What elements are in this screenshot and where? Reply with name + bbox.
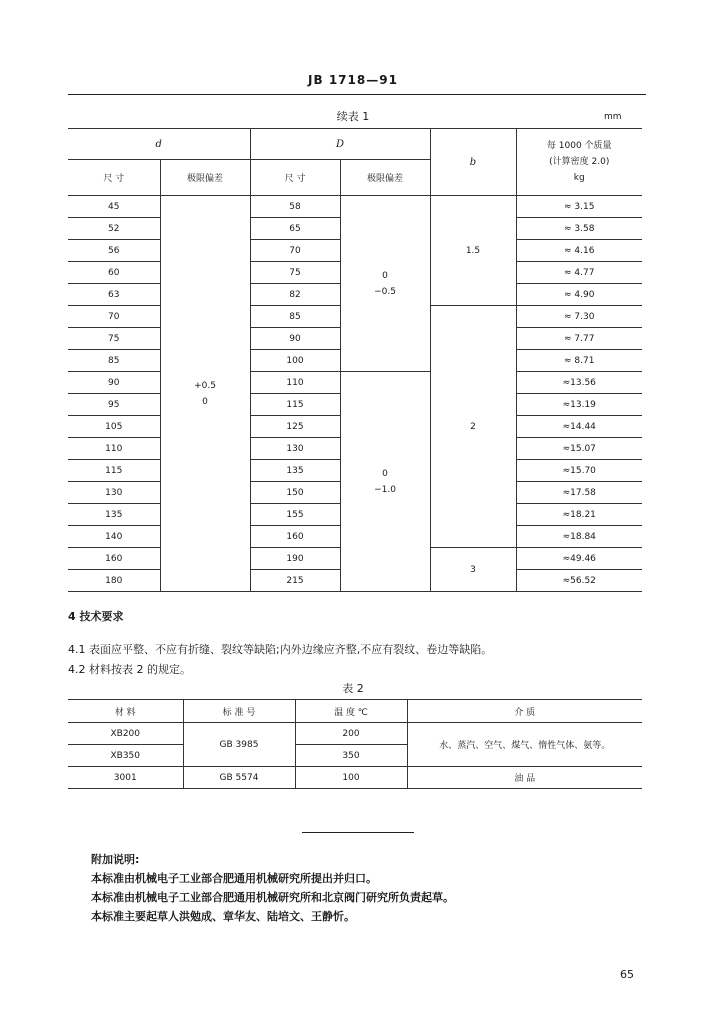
cell-material: XB350: [68, 745, 183, 767]
header-standard: 标 准 号: [183, 700, 295, 723]
cell-d: 45: [68, 196, 160, 218]
dimension-table: [68, 128, 642, 592]
requirement-4-1: 4.1 表面应平整、不应有折缝、裂纹等缺陷;内外边缘应齐整,不应有裂纹、卷边等缺陷。: [68, 643, 493, 656]
note-line: 本标准由机械电子工业部合肥通用机械研究所和北京阀门研究所负责起草。: [91, 891, 454, 904]
cell-D: 85: [250, 306, 340, 328]
cell-D: 160: [250, 526, 340, 548]
note-divider: [302, 832, 414, 833]
cell-D: 130: [250, 438, 340, 460]
header-d-deviation: 极限偏差: [160, 160, 250, 196]
cell-mass: ≈ 3.58: [516, 218, 642, 240]
cell-d: 140: [68, 526, 160, 548]
cell-mass: ≈18.21: [516, 504, 642, 526]
cell-D: 125: [250, 416, 340, 438]
header-D-size: 尺 寸: [250, 160, 340, 196]
cell-d: 52: [68, 218, 160, 240]
standard-code: JB 1718—91: [308, 73, 398, 87]
header-medium: 介 质: [407, 700, 642, 723]
header-d-size: 尺 寸: [68, 160, 160, 196]
cell-mass: ≈56.52: [516, 570, 642, 592]
table1-caption: 续表 1: [336, 110, 370, 123]
cell-temperature: 100: [295, 767, 407, 789]
cell-material: 3001: [68, 767, 183, 789]
cell-mass: ≈ 4.16: [516, 240, 642, 262]
page-number: 65: [620, 968, 634, 981]
cell-mass: ≈ 8.71: [516, 350, 642, 372]
cell-mass: ≈13.19: [516, 394, 642, 416]
header-d: d: [68, 129, 250, 160]
header-D-deviation: 极限偏差: [340, 160, 430, 196]
D-deviation-group1: 0 −0.5: [340, 196, 430, 372]
cell-d: 130: [68, 482, 160, 504]
cell-D: 155: [250, 504, 340, 526]
cell-medium: 油 品: [407, 767, 642, 789]
header-material: 材 料: [68, 700, 183, 723]
section-title: 4 技术要求: [68, 610, 124, 623]
cell-mass: ≈17.58: [516, 482, 642, 504]
cell-d: 70: [68, 306, 160, 328]
note-line: 本标准主要起草人洪勉成、章华友、陆培文、王静忻。: [91, 910, 355, 923]
cell-d: 85: [68, 350, 160, 372]
cell-mass: ≈ 3.15: [516, 196, 642, 218]
cell-d: 135: [68, 504, 160, 526]
table2-caption: 表 2: [342, 682, 364, 695]
requirement-4-2: 4.2 材料按表 2 的规定。: [68, 663, 191, 676]
cell-D: 115: [250, 394, 340, 416]
header-mass: 每 1000 个质量 (计算密度 2.0) kg: [516, 129, 642, 196]
cell-d: 56: [68, 240, 160, 262]
D-deviation-group2: 0 −1.0: [340, 372, 430, 592]
material-table: [68, 699, 642, 789]
cell-mass: ≈14.44: [516, 416, 642, 438]
cell-d: 180: [68, 570, 160, 592]
b-value-1: 1.5: [430, 196, 516, 306]
cell-D: 90: [250, 328, 340, 350]
d-deviation: +0.5 0: [160, 196, 250, 592]
cell-d: 95: [68, 394, 160, 416]
cell-D: 75: [250, 262, 340, 284]
cell-mass: ≈ 7.77: [516, 328, 642, 350]
cell-d: 75: [68, 328, 160, 350]
cell-mass: ≈ 7.30: [516, 306, 642, 328]
cell-standard: GB 5574: [183, 767, 295, 789]
cell-mass: ≈49.46: [516, 548, 642, 570]
cell-D: 190: [250, 548, 340, 570]
cell-d: 60: [68, 262, 160, 284]
cell-mass: ≈ 4.90: [516, 284, 642, 306]
cell-D: 110: [250, 372, 340, 394]
header-D: D: [250, 129, 430, 160]
cell-D: 215: [250, 570, 340, 592]
cell-temperature: 200: [295, 723, 407, 745]
cell-d: 160: [68, 548, 160, 570]
cell-d: 90: [68, 372, 160, 394]
notes-title: 附加说明:: [91, 853, 140, 866]
cell-d: 110: [68, 438, 160, 460]
cell-mass: ≈15.70: [516, 460, 642, 482]
cell-medium-group: 水、蒸汽、空气、煤气、惰性气体、氨等。: [407, 723, 642, 767]
cell-d: 63: [68, 284, 160, 306]
header-temperature: 温 度 ℃: [295, 700, 407, 723]
cell-mass: ≈15.07: [516, 438, 642, 460]
cell-D: 70: [250, 240, 340, 262]
cell-d: 105: [68, 416, 160, 438]
cell-d: 115: [68, 460, 160, 482]
cell-D: 100: [250, 350, 340, 372]
cell-D: 135: [250, 460, 340, 482]
cell-D: 65: [250, 218, 340, 240]
cell-temperature: 350: [295, 745, 407, 767]
cell-mass: ≈13.56: [516, 372, 642, 394]
header-b: b: [430, 129, 516, 196]
cell-material: XB200: [68, 723, 183, 745]
cell-D: 150: [250, 482, 340, 504]
cell-D: 58: [250, 196, 340, 218]
note-line: 本标准由机械电子工业部合肥通用机械研究所提出并归口。: [91, 872, 377, 885]
table1-unit: mm: [604, 112, 622, 122]
cell-mass: ≈ 4.77: [516, 262, 642, 284]
cell-D: 82: [250, 284, 340, 306]
header-rule: [68, 94, 646, 95]
b-value-3: 3: [430, 548, 516, 592]
b-value-2: 2: [430, 306, 516, 548]
cell-mass: ≈18.84: [516, 526, 642, 548]
cell-standard-group: GB 3985: [183, 723, 295, 767]
